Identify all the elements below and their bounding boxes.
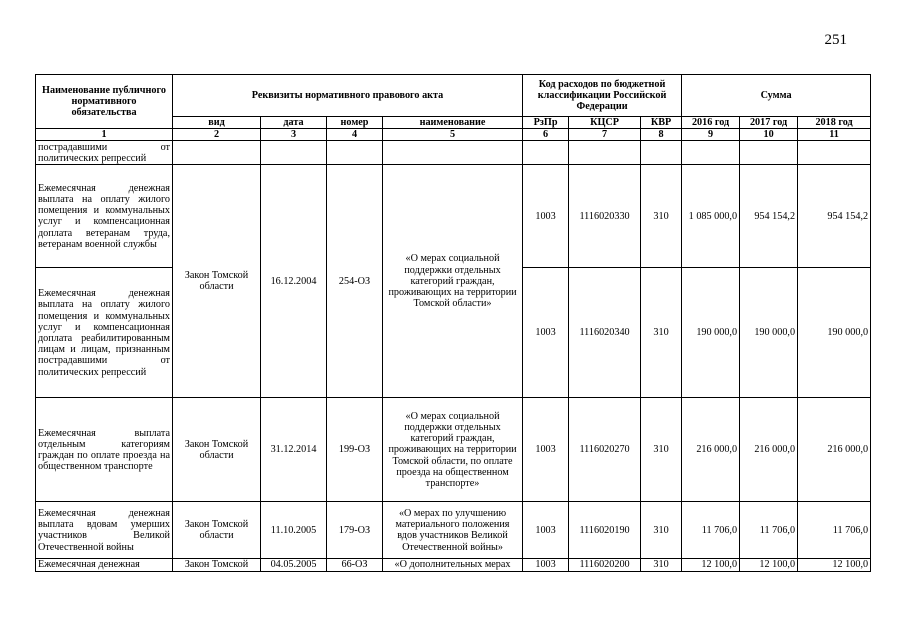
sum-2018: 190 000,0	[798, 268, 871, 398]
cell-empty	[641, 141, 682, 165]
act-date: 04.05.2005	[261, 559, 327, 571]
cell-empty	[798, 141, 871, 165]
sum-2017: 954 154,2	[740, 165, 798, 268]
col-number: 11	[798, 129, 871, 141]
page-number: 251	[824, 32, 847, 48]
act-number: 179-ОЗ	[327, 502, 383, 559]
cell-empty	[740, 141, 798, 165]
act-date: 11.10.2005	[261, 502, 327, 559]
act-kind: Закон Томской	[173, 559, 261, 571]
sum-2018: 216 000,0	[798, 398, 871, 502]
budget-table	[35, 74, 871, 572]
act-number: 199-ОЗ	[327, 398, 383, 502]
rzpr: 1003	[523, 268, 569, 398]
rzpr: 1003	[523, 559, 569, 571]
header-2017: 2017 год	[740, 117, 798, 129]
kcsr: 1116020330	[569, 165, 641, 268]
sum-2017: 11 706,0	[740, 502, 798, 559]
act-kind: Закон Томской области	[173, 165, 261, 398]
col-number: 4	[327, 129, 383, 141]
sum-2016: 1 085 000,0	[682, 165, 740, 268]
cell-empty	[327, 141, 383, 165]
sum-2018: 11 706,0	[798, 502, 871, 559]
cell-empty	[261, 141, 327, 165]
table-row	[36, 502, 871, 559]
col-number: 10	[740, 129, 798, 141]
kcsr: 1116020190	[569, 502, 641, 559]
col-number: 8	[641, 129, 682, 141]
obligation-name: Ежемесячная денежная	[36, 559, 173, 571]
sum-2016: 12 100,0	[682, 559, 740, 571]
col-number: 5	[383, 129, 523, 141]
sum-2017: 216 000,0	[740, 398, 798, 502]
rzpr: 1003	[523, 398, 569, 502]
sum-2018: 12 100,0	[798, 559, 871, 571]
act-kind: Закон Томской области	[173, 502, 261, 559]
act-title: «О мерах по улучшению материального положения вдов участников Великой Отечественной войны»	[383, 502, 523, 559]
sum-2016: 11 706,0	[682, 502, 740, 559]
col-number: 1	[36, 129, 173, 141]
header-requisites: Реквизиты нормативного правового акта	[173, 75, 523, 117]
table-row	[36, 141, 871, 165]
cell-empty	[383, 141, 523, 165]
col-number: 2	[173, 129, 261, 141]
obligation-name: Ежемесячная денежная выплата вдовам умерших участников Великой Отечественной войны	[36, 502, 173, 559]
kvr: 310	[641, 268, 682, 398]
cell-empty	[173, 141, 261, 165]
obligation-name: Ежемесячная выплата отдельным категориям граждан по оплате проезда на общественном транспорте	[36, 398, 173, 502]
kcsr: 1116020340	[569, 268, 641, 398]
act-date: 16.12.2004	[261, 165, 327, 398]
header-number: номер	[327, 117, 383, 129]
obligation-name: Ежемесячная денежная выплата на оплату жилого помещения и коммунальных услуг и компенсационная доплата реабилитированным лицам и лицам, признанным пострадавшими от политических репрессий	[36, 268, 173, 398]
kcsr: 1116020200	[569, 559, 641, 571]
header-obligation: Наименование публичного нормативного обязательства	[36, 75, 173, 129]
header-date: дата	[261, 117, 327, 129]
kvr: 310	[641, 165, 682, 268]
header-2018: 2018 год	[798, 117, 871, 129]
header-2016: 2016 год	[682, 117, 740, 129]
table-row	[36, 165, 871, 268]
sum-2018: 954 154,2	[798, 165, 871, 268]
rzpr: 1003	[523, 165, 569, 268]
sum-2017: 190 000,0	[740, 268, 798, 398]
sum-2016: 190 000,0	[682, 268, 740, 398]
act-title: «О мерах социальной поддержки отдельных категорий граждан, проживающих на территории Томской области, по оплате проезда на общественном транспорте»	[383, 398, 523, 502]
col-number: 7	[569, 129, 641, 141]
table-row	[36, 398, 871, 502]
kcsr: 1116020270	[569, 398, 641, 502]
obligation-name: Ежемесячная денежная выплата на оплату жилого помещения и коммунальных услуг и компенсационная доплата ветеранам труда, ветеранам военной службы	[36, 165, 173, 268]
kvr: 310	[641, 398, 682, 502]
header-kind: вид	[173, 117, 261, 129]
header-name: наименование	[383, 117, 523, 129]
header-rzpr: РзПр	[523, 117, 569, 129]
act-kind: Закон Томской области	[173, 398, 261, 502]
obligation-name: пострадавшими от политических репрессий	[36, 141, 173, 165]
col-number: 6	[523, 129, 569, 141]
rzpr: 1003	[523, 502, 569, 559]
header-sum: Сумма	[682, 75, 871, 117]
act-title: «О мерах социальной поддержки отдельных категорий граждан, проживающих на территории Томской области»	[383, 165, 523, 398]
table-row	[36, 559, 871, 571]
header-row-main	[36, 75, 871, 117]
cell-empty	[569, 141, 641, 165]
sum-2017: 12 100,0	[740, 559, 798, 571]
cell-empty	[523, 141, 569, 165]
header-kvr: КВР	[641, 117, 682, 129]
col-number: 9	[682, 129, 740, 141]
cell-empty	[682, 141, 740, 165]
header-row-numbers	[36, 129, 871, 141]
sum-2016: 216 000,0	[682, 398, 740, 502]
kvr: 310	[641, 502, 682, 559]
act-number: 66-ОЗ	[327, 559, 383, 571]
act-date: 31.12.2014	[261, 398, 327, 502]
act-number: 254-ОЗ	[327, 165, 383, 398]
header-kcsr: КЦСР	[569, 117, 641, 129]
header-budget-code: Код расходов по бюджетной классификации Российской Федерации	[523, 75, 682, 117]
act-title: «О дополнительных мерах	[383, 559, 523, 571]
col-number: 3	[261, 129, 327, 141]
kvr: 310	[641, 559, 682, 571]
